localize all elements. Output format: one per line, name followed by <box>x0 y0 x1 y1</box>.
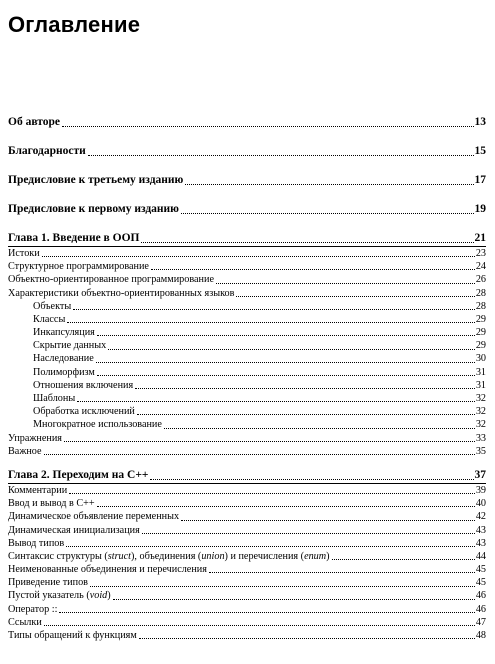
toc-page-number: 32 <box>475 406 486 418</box>
toc-page-number: 15 <box>474 145 486 157</box>
dot-leader <box>42 256 475 257</box>
toc-entry-title: Важное <box>8 445 42 457</box>
toc-entry-title: Структурное программирование <box>8 261 149 273</box>
toc-page-number: 46 <box>475 590 486 602</box>
dot-leader <box>142 533 475 534</box>
page-title: Оглавление <box>8 12 141 37</box>
dot-leader <box>139 638 475 639</box>
toc-entry-title: Полиморфизм <box>33 366 95 378</box>
dot-leader <box>113 599 475 600</box>
toc-subentry[interactable] <box>8 379 486 392</box>
toc-entry-title: Неименованные объединения и перечисления <box>8 564 207 576</box>
toc-entry-about-author[interactable] <box>8 114 486 130</box>
toc-entry[interactable] <box>8 445 486 458</box>
dot-leader <box>44 454 475 455</box>
dot-leader <box>150 479 473 480</box>
dot-leader <box>151 269 475 270</box>
toc-entry[interactable] <box>8 524 486 537</box>
toc-entry-title: Объектно-ориентированное программирование <box>8 274 214 286</box>
toc-subentry[interactable] <box>8 405 486 418</box>
toc-chapter-2-heading[interactable] <box>8 467 486 484</box>
toc-entry-title: Оператор :: <box>8 603 58 615</box>
toc-entry-title: Пустой указатель (void) <box>8 590 111 602</box>
dot-leader <box>73 309 475 310</box>
toc-page-number: 47 <box>475 616 486 628</box>
toc-chapter-1-heading[interactable] <box>8 230 486 247</box>
toc-entry[interactable] <box>8 484 486 497</box>
dot-leader <box>66 546 475 547</box>
toc-entry-title: Ввод и вывод в C++ <box>8 498 95 510</box>
toc-entry-title: Глава 2. Переходим на C++ <box>8 469 149 481</box>
toc-entry-preface-third[interactable] <box>8 172 486 188</box>
toc-page-number: 39 <box>475 484 486 496</box>
toc-entry[interactable] <box>8 616 486 629</box>
toc-entry[interactable] <box>8 497 486 510</box>
toc-entry[interactable] <box>8 603 486 616</box>
toc-page-number: 33 <box>475 432 486 444</box>
dot-leader <box>164 428 475 429</box>
toc-page-number: 40 <box>475 498 486 510</box>
toc-subentry[interactable] <box>8 313 486 326</box>
toc-page-number: 42 <box>475 511 486 523</box>
dot-leader <box>88 155 474 156</box>
dot-leader <box>181 213 474 214</box>
toc-page-number: 29 <box>475 313 486 325</box>
toc-entry[interactable] <box>8 247 486 260</box>
toc-page-number: 28 <box>475 287 486 299</box>
toc-entry[interactable] <box>8 563 486 576</box>
toc-entry-title: Объекты <box>33 300 72 312</box>
dot-leader <box>90 586 475 587</box>
toc-entry-title: Многократное использование <box>33 419 162 431</box>
toc-subentry[interactable] <box>8 339 486 352</box>
toc-entry-title: Скрытие данных <box>33 340 107 352</box>
dot-leader <box>97 375 475 376</box>
dot-leader <box>141 242 473 243</box>
toc-entry-title: Обработка исключений <box>33 406 135 418</box>
dot-leader <box>332 559 475 560</box>
dot-leader <box>62 126 474 127</box>
toc-entry-title: Предисловие к первому изданию <box>8 203 179 215</box>
toc-page-number: 31 <box>475 379 486 391</box>
toc-entry-title: Синтаксис структуры (struct), объединения (union) и перечисления (enum) <box>8 550 330 562</box>
dot-leader <box>69 493 475 494</box>
toc-subentry[interactable] <box>8 300 486 313</box>
toc-entry-title: Упражнения <box>8 432 62 444</box>
toc-entry[interactable] <box>8 576 486 589</box>
dot-leader <box>236 296 474 297</box>
toc-entry[interactable] <box>8 629 486 642</box>
toc-page-number: 29 <box>475 340 486 352</box>
dot-leader <box>209 572 475 573</box>
toc-entry-syntax[interactable] <box>8 550 486 563</box>
toc-page-number: 44 <box>475 550 486 562</box>
toc-subentry[interactable] <box>8 353 486 366</box>
toc-page-number: 35 <box>475 445 486 457</box>
toc-page-number: 23 <box>475 247 486 259</box>
toc-page-number: 46 <box>475 603 486 615</box>
toc-page-number: 43 <box>475 537 486 549</box>
toc-entry[interactable] <box>8 432 486 445</box>
toc-page-number: 37 <box>474 469 486 481</box>
toc-entry-title: Об авторе <box>8 116 60 128</box>
toc-page-number: 43 <box>475 524 486 536</box>
toc-entry-title: Характеристики объектно-ориентированных языков <box>8 287 235 299</box>
toc-entry-title: Глава 1. Введение в ООП <box>8 232 140 244</box>
dot-leader <box>185 184 473 185</box>
toc-entry-title: Шаблоны <box>33 393 76 405</box>
toc-entry[interactable] <box>8 273 486 286</box>
dot-leader <box>216 283 475 284</box>
toc-entry[interactable] <box>8 537 486 550</box>
toc-entry-title: Классы <box>33 313 66 325</box>
dot-leader <box>137 414 475 415</box>
toc-entry[interactable] <box>8 260 486 273</box>
toc-page-number: 28 <box>475 300 486 312</box>
toc-entry-title: Истоки <box>8 247 40 259</box>
toc-subentry[interactable] <box>8 418 486 431</box>
toc-entry-title: Благодарности <box>8 145 86 157</box>
toc-entry-title: Типы обращений к функциям <box>8 630 137 642</box>
dot-leader <box>77 401 475 402</box>
toc-entry-title: Динамическая инициализация <box>8 524 140 536</box>
toc-page-number: 45 <box>475 564 486 576</box>
dot-leader <box>44 625 475 626</box>
toc-subentry[interactable] <box>8 326 486 339</box>
toc-subentry[interactable] <box>8 366 486 379</box>
toc-entry-acknowledgements[interactable] <box>8 143 486 159</box>
toc-entry-title: Ссылки <box>8 616 42 628</box>
toc-page-number: 26 <box>475 274 486 286</box>
toc-entry-title: Приведение типов <box>8 577 88 589</box>
toc-page-number: 32 <box>475 419 486 431</box>
toc-page-number: 48 <box>475 630 486 642</box>
dot-leader <box>135 388 475 389</box>
toc-page-number: 29 <box>475 327 486 339</box>
toc-page-number: 13 <box>474 116 486 128</box>
toc-entry[interactable] <box>8 510 486 523</box>
toc-entry-title: Комментарии <box>8 484 68 496</box>
toc-page-number: 32 <box>475 393 486 405</box>
toc-page-number: 30 <box>475 353 486 365</box>
toc-page-number: 21 <box>474 232 486 244</box>
dot-leader <box>67 322 475 323</box>
dot-leader <box>59 612 474 613</box>
dot-leader <box>64 441 475 442</box>
dot-leader <box>97 506 475 507</box>
toc-entry-title: Вывод типов <box>8 537 65 549</box>
toc-page-number: 19 <box>474 203 486 215</box>
toc-subentry[interactable] <box>8 392 486 405</box>
toc-page-number: 24 <box>475 261 486 273</box>
dot-leader <box>96 362 475 363</box>
toc-page-number: 45 <box>475 577 486 589</box>
toc-page-number: 31 <box>475 366 486 378</box>
toc-entry-title: Наследование <box>33 353 94 365</box>
dot-leader <box>181 520 475 521</box>
toc-entry-preface-first[interactable] <box>8 201 486 217</box>
toc-entry-title: Предисловие к третьему изданию <box>8 174 184 186</box>
dot-leader <box>97 335 475 336</box>
toc-page-number: 17 <box>474 174 486 186</box>
table-of-contents <box>8 114 486 642</box>
dot-leader <box>108 349 475 350</box>
toc-entry-title: Динамическое объявление переменных <box>8 511 180 523</box>
toc-entry[interactable] <box>8 287 486 300</box>
toc-entry-title: Инкапсуляция <box>33 327 95 339</box>
toc-entry-void[interactable] <box>8 590 486 603</box>
toc-entry-title: Отношения включения <box>33 379 134 391</box>
